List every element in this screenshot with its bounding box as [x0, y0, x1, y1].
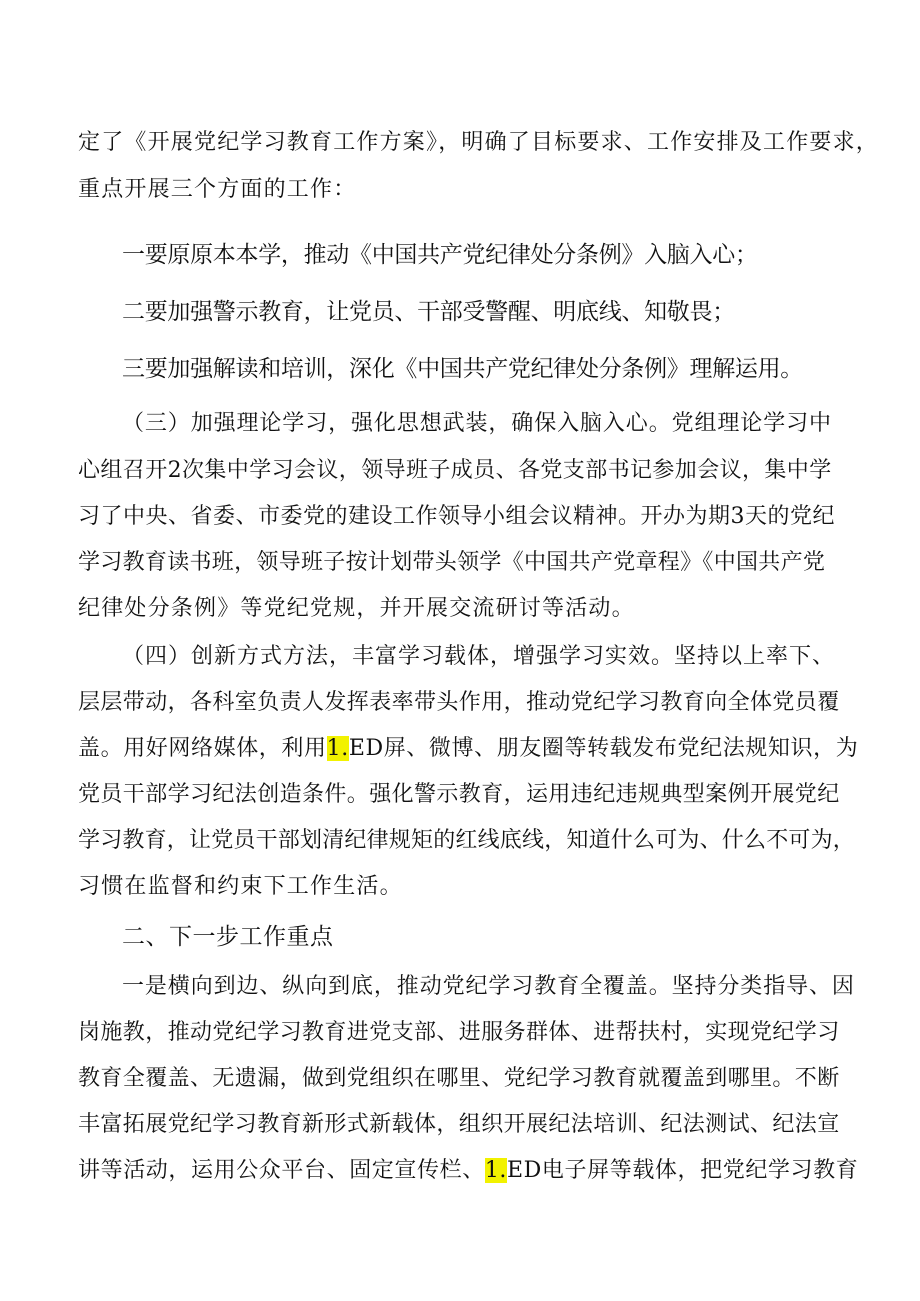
- point-1: 一要原原本本学，推动《中国共产党纪律处分条例》入脑入心；: [122, 242, 758, 268]
- highlight-mark: 1.: [484, 1158, 508, 1183]
- section4-line-2: 层层带动，各科室负责人发挥表率带头作用，推动党纪学习教育向全体党员覆: [78, 690, 840, 715]
- next-line-5-text-b: ED电子屏等载体，把党纪学习教育: [507, 1158, 859, 1183]
- section3-line-4: 学习教育读书班，领导班子按计划带头领学《中国共产党章程》《中国共产党: [78, 550, 826, 575]
- section4-line-4: 党员干部学习纪法创造条件。强化警示教育，运用违纪违规典型案例开展党纪: [78, 782, 840, 807]
- next-line-1: 一是横向到边、纵向到底，推动党纪学习教育全覆盖。坚持分类指导、因: [122, 974, 855, 999]
- section4-line-3-text-a: 盖。用好网络媒体，利用: [78, 736, 327, 761]
- section3-line-3: 习了中央、省委、市委党的建设工作领导小组会议精神。开办为期3天的党纪: [78, 504, 835, 529]
- section4-line-5: 学习教育，让党员干部划清纪律规矩的红线底线，知道什么可为、什么不可为，: [78, 828, 856, 853]
- intro-line-2: 重点开展三个方面的工作：: [78, 177, 357, 202]
- section3-line-5: 纪律处分条例》等党纪党规，并开展交流研讨等活动。: [78, 596, 635, 621]
- section3-line-2: 心组召开2次集中学习会议，领导班子成员、各党支部书记参加会议，集中学: [78, 458, 832, 483]
- next-line-4: 丰富拓展党纪学习教育新形式新载体，组织开展纪法培训、纪法测试、纪法宣: [78, 1112, 840, 1137]
- section-heading-2: 二、下一步工作重点: [122, 924, 334, 950]
- intro-line-1: 定了《开展党纪学习教育工作方案》，明确了目标要求、工作安排及工作要求，: [78, 130, 880, 155]
- section4-line-3: [78, 734, 858, 764]
- point-3: 三要加强解读和培训，深化《中国共产党纪律处分条例》理解运用。: [122, 356, 804, 382]
- section4-line-6: 习惯在监督和约束下工作生活。: [78, 874, 403, 899]
- next-line-5: [78, 1156, 858, 1186]
- next-line-5-text-a: 讲等活动，运用公众平台、固定宣传栏、: [78, 1158, 485, 1183]
- highlight-mark: 1.: [326, 736, 349, 761]
- section4-line-3-text-b: ED屏、微博、朋友圈等转载发布党纪法规知识，为: [348, 736, 859, 761]
- section4-line-1: （四）创新方式方法，丰富学习载体，增强学习实效。坚持以上率下、: [122, 644, 836, 669]
- next-line-2: 岗施教，推动党纪学习教育进党支部、进服务群体、进帮扶村，实现党纪学习: [78, 1020, 840, 1045]
- point-2: 二要加强警示教育，让党员、干部受警醒、明底线、知敬畏；: [122, 299, 735, 325]
- section3-line-1: （三）加强理论学习，强化思想武装，确保入脑入心。党组理论学习中: [122, 411, 832, 436]
- next-line-3: 教育全覆盖、无遗漏，做到党组织在哪里、党纪学习教育就覆盖到哪里。不断: [78, 1066, 840, 1091]
